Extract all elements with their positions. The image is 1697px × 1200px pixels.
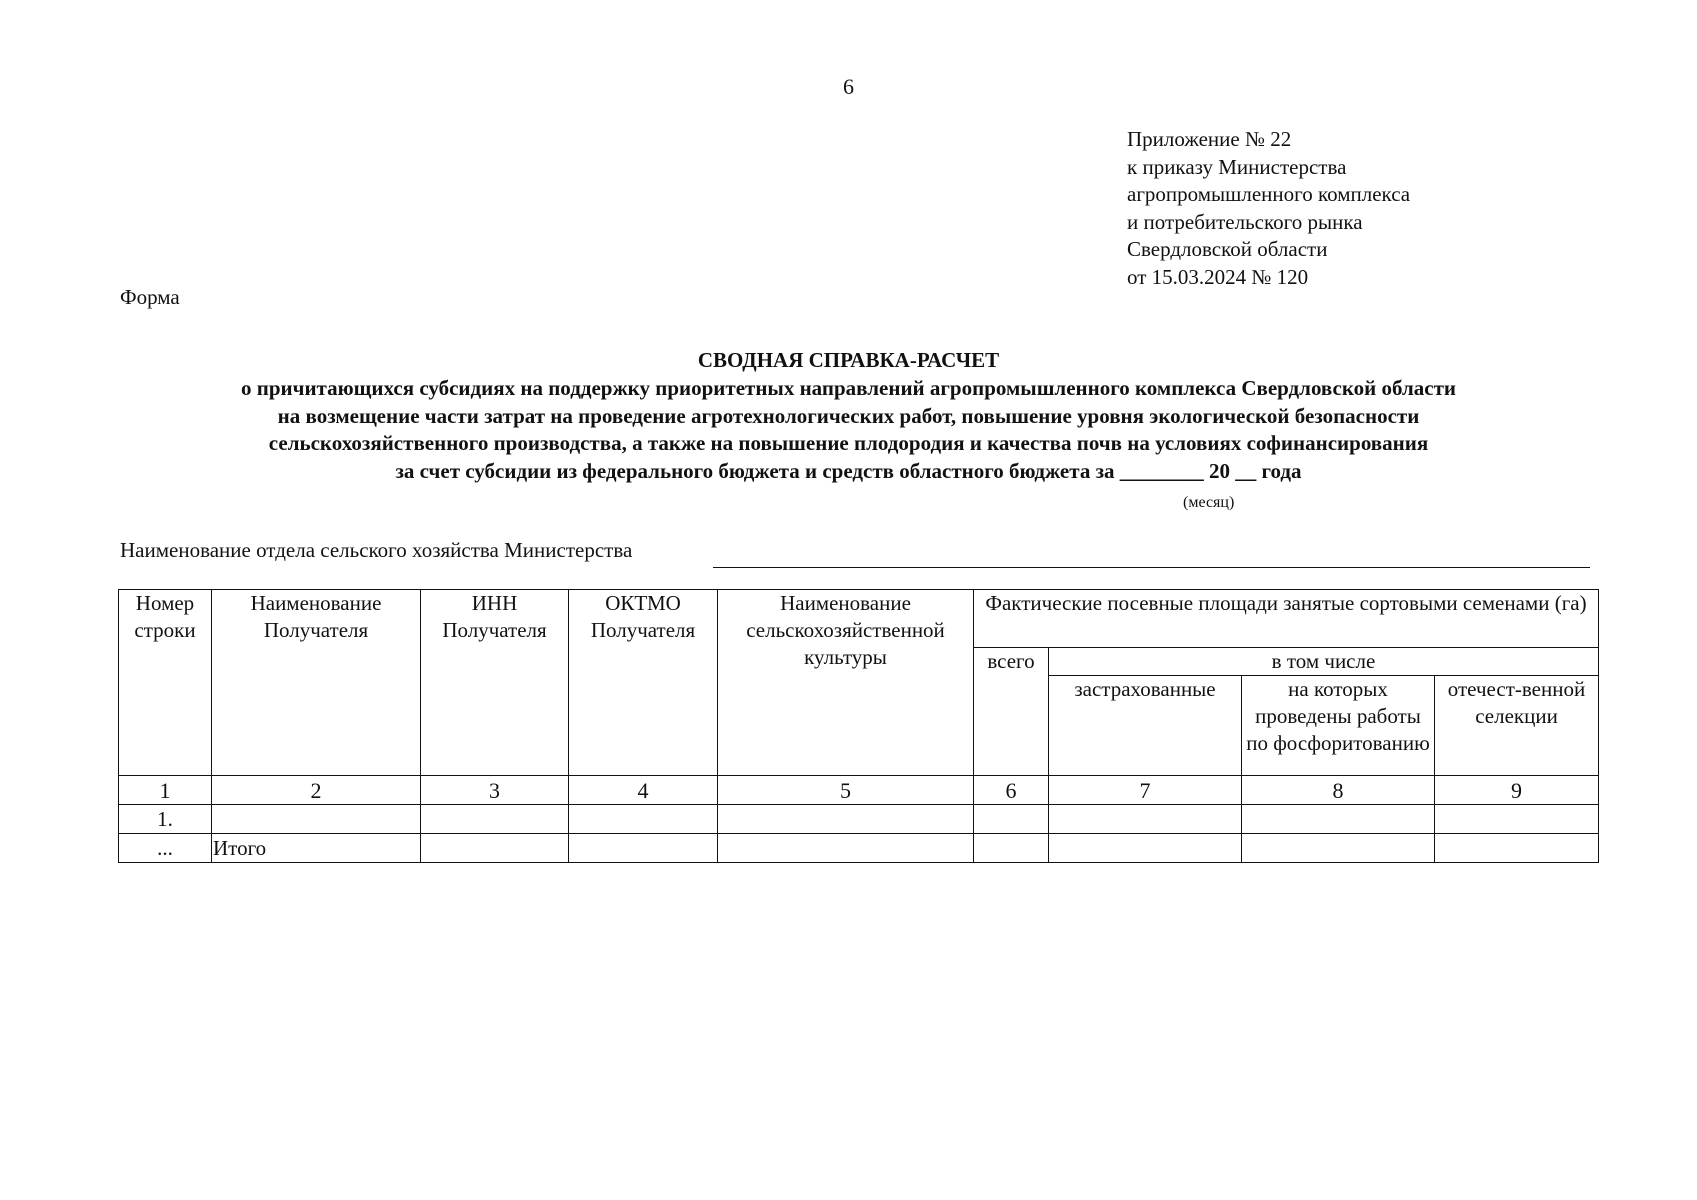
subsidy-table: [118, 589, 1599, 863]
inn-cell[interactable]: [421, 834, 569, 863]
header-actual-area: Фактические посевные площади занятые сортовыми семенами (га): [974, 590, 1599, 648]
column-number: 4: [569, 776, 718, 805]
total-cell[interactable]: [974, 834, 1049, 863]
header-phosphorite: на которых проведены работы по фосфоритованию: [1242, 676, 1435, 776]
table-row: [119, 805, 1599, 834]
crop-name-cell[interactable]: [718, 805, 974, 834]
insured-cell[interactable]: [1049, 805, 1242, 834]
inn-cell[interactable]: [421, 805, 569, 834]
title-line: на возмещение части затрат на проведение агротехнологических работ, повышение уровня экологической безопасности: [277, 403, 1420, 428]
total-label-cell: Итого: [212, 834, 421, 863]
column-number: 7: [1049, 776, 1242, 805]
crop-name-cell[interactable]: [718, 834, 974, 863]
appendix-line: Свердловской области: [1127, 237, 1328, 262]
domestic-cell[interactable]: [1435, 834, 1599, 863]
title-line: о причитающихся субсидиях на поддержку приоритетных направлений агропромышленного комплекса Свердловской области: [240, 375, 1457, 400]
header-inn: ИНН Получателя: [421, 590, 569, 776]
header-insured: застрахованные: [1049, 676, 1242, 776]
appendix-block: [1127, 126, 1410, 292]
column-numbers-row: [119, 776, 1599, 805]
title-line: сельскохозяйственного производства, а также на повышение плодородия и качества почв на условиях софинансирования: [268, 431, 1429, 456]
appendix-line: к приказу Министерства: [1127, 154, 1347, 179]
header-total: всего: [974, 648, 1049, 776]
row-number-cell: ...: [119, 834, 212, 863]
column-number: 2: [212, 776, 421, 805]
appendix-line: и потребительского рынка: [1127, 209, 1363, 234]
oktmo-cell[interactable]: [569, 805, 718, 834]
appendix-line: агропромышленного комплекса: [1127, 182, 1411, 207]
header-oktmo: ОКТМО Получателя: [569, 590, 718, 776]
department-label: Наименование отдела сельского хозяйства Министерства: [120, 538, 633, 562]
document-title: [0, 347, 1697, 486]
oktmo-cell[interactable]: [569, 834, 718, 863]
header-domestic: отечест-венной селекции: [1435, 676, 1599, 776]
phosphorite-cell[interactable]: [1242, 805, 1435, 834]
column-number: 5: [718, 776, 974, 805]
domestic-cell[interactable]: [1435, 805, 1599, 834]
department-field[interactable]: [713, 567, 1590, 568]
column-number: 1: [119, 776, 212, 805]
title-heading: СВОДНАЯ СПРАВКА-РАСЧЕТ: [697, 348, 1000, 372]
total-cell[interactable]: [974, 805, 1049, 834]
header-crop-name: Наименование сельскохозяйственной культуры: [718, 590, 974, 776]
month-hint: (месяц): [1183, 494, 1235, 511]
form-label: Форма: [120, 285, 180, 309]
header-including: в том числе: [1049, 648, 1599, 676]
recipient-name-cell[interactable]: [212, 805, 421, 834]
column-number: 3: [421, 776, 569, 805]
header-row-number: Номер строки: [119, 590, 212, 776]
phosphorite-cell[interactable]: [1242, 834, 1435, 863]
appendix-line: от 15.03.2024 № 120: [1127, 264, 1309, 289]
insured-cell[interactable]: [1049, 834, 1242, 863]
page-number: 6: [843, 74, 854, 99]
row-number-cell: 1.: [119, 805, 212, 834]
column-number: 8: [1242, 776, 1435, 805]
column-number: 6: [974, 776, 1049, 805]
header-recipient-name: Наименование Получателя: [212, 590, 421, 776]
title-line: за счет субсидии из федерального бюджета и средств областного бюджета за ________ 20 __ года: [395, 459, 1302, 484]
column-number: 9: [1435, 776, 1599, 805]
table-row-total: [119, 834, 1599, 863]
appendix-line: Приложение № 22: [1127, 127, 1292, 151]
